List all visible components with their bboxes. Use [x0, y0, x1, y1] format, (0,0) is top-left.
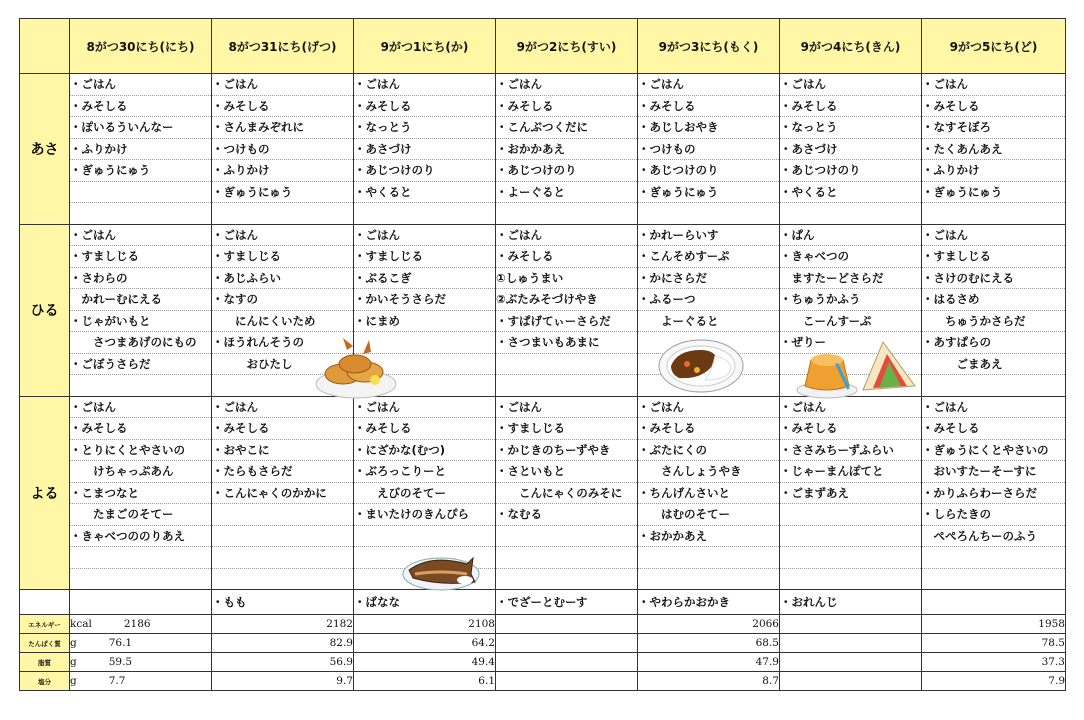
menu-item: ①しゅうまい — [496, 267, 638, 289]
grilled-fish-icon — [401, 548, 481, 592]
menu-item: ・なすの — [212, 289, 354, 311]
menu-item: ・すましじる — [354, 246, 496, 268]
nutrition-label: たんぱく質 — [20, 634, 70, 653]
menu-item: ・ぎゅうにゅう — [638, 181, 780, 203]
menu-item: ・たくあんあえ — [922, 138, 1066, 160]
menu-item: ・さけのむにえる — [922, 267, 1066, 289]
menu-item: ・やくると — [354, 181, 496, 203]
nutrition-number: 2186 — [123, 618, 151, 630]
menu-item — [70, 181, 212, 203]
menu-item: ちゅうかさらだ — [922, 310, 1066, 332]
nutrition-value — [496, 634, 638, 653]
menu-item: ・ごはん — [496, 74, 638, 96]
menu-item: ・こんそめすーぷ — [638, 246, 780, 268]
menu-item: ・とりにくとやさいの — [70, 439, 212, 461]
nutrition-value: 78.5 — [922, 634, 1066, 653]
menu-item — [212, 203, 354, 225]
menu-item: ・きゃべつののりあえ — [70, 525, 212, 547]
menu-item: ますたーどさらだ — [780, 267, 922, 289]
menu-item: かれーむにえる — [70, 289, 212, 311]
menu-item: ・にまめ — [354, 310, 496, 332]
nutrition-number: 7.7 — [108, 675, 126, 687]
menu-item: さんしょうやき — [638, 461, 780, 483]
menu-item: ・ごはん — [70, 224, 212, 246]
menu-item: にんにくいため — [212, 310, 354, 332]
menu-item — [638, 568, 780, 590]
menu-item: えびのそてー — [354, 482, 496, 504]
menu-item: ぺぺろんちーのふう — [922, 525, 1066, 547]
menu-item — [354, 203, 496, 225]
menu-item — [70, 375, 212, 397]
menu-item: ・みそしる — [496, 246, 638, 268]
nutrition-value — [780, 653, 922, 672]
menu-item: ・なっとう — [780, 117, 922, 139]
menu-item: ・ごはん — [922, 74, 1066, 96]
menu-item: ・なむる — [496, 504, 638, 526]
snack-item: ・おれんじ — [780, 590, 922, 615]
nutrition-unit: g — [70, 675, 77, 687]
menu-item: ・あじしおやき — [638, 117, 780, 139]
day-header: 9がつ5にち(ど) — [922, 19, 1066, 74]
menu-item: ・たらもさらだ — [212, 461, 354, 483]
menu-item — [70, 547, 212, 569]
menu-item: ・みそしる — [70, 95, 212, 117]
menu-item: ・みそしる — [780, 418, 922, 440]
menu-item: ・ごはん — [212, 396, 354, 418]
day-header: 9がつ4にち(きん) — [780, 19, 922, 74]
menu-item: よーぐると — [638, 310, 780, 332]
menu-item: ・さといもと — [496, 461, 638, 483]
menu-item — [212, 525, 354, 547]
menu-item: はむのそてー — [638, 504, 780, 526]
nutrition-label: 脂質 — [20, 653, 70, 672]
menu-item: ・ごはん — [354, 74, 496, 96]
nutrition-label: エネルギー — [20, 615, 70, 634]
menu-item — [496, 375, 638, 397]
menu-item: ・ぱん — [780, 224, 922, 246]
menu-item — [70, 568, 212, 590]
menu-item: ・さわらの — [70, 267, 212, 289]
menu-item: ・ごはん — [638, 74, 780, 96]
snack-item — [70, 590, 212, 615]
menu-item: ・まいたけのきんぴら — [354, 504, 496, 526]
menu-item: ・ごはん — [70, 396, 212, 418]
menu-item: ・かいそうさらだ — [354, 289, 496, 311]
menu-item: ・かれーらいす — [638, 224, 780, 246]
snack-item: ・やわらかおかき — [638, 590, 780, 615]
menu-item — [212, 504, 354, 526]
nutrition-unit: g — [70, 637, 77, 649]
menu-item: ・すぱげてぃーさらだ — [496, 310, 638, 332]
menu-item: こんにゃくのみそに — [496, 482, 638, 504]
menu-item: ・きゃべつの — [780, 246, 922, 268]
nutrition-label: 塩分 — [20, 672, 70, 691]
nutrition-value — [70, 653, 212, 672]
menu-item: ・ほうれんそうの — [212, 332, 354, 354]
menu-item: ・あじつけのり — [638, 160, 780, 182]
menu-item: ・ぎゅうにくとやさいの — [922, 439, 1066, 461]
menu-item: ・あさづけ — [780, 138, 922, 160]
menu-item: ・ぷるこぎ — [354, 267, 496, 289]
menu-item: ・かにさらだ — [638, 267, 780, 289]
nutrition-value: 2108 — [354, 615, 496, 634]
corner-cell — [20, 19, 70, 74]
menu-item: おいすたーそーすに — [922, 461, 1066, 483]
meal-label-hiru: ひる — [20, 224, 70, 396]
nutrition-value: 6.1 — [354, 672, 496, 691]
menu-item: ・さんまみぞれに — [212, 117, 354, 139]
menu-item: ・つけもの — [638, 138, 780, 160]
menu-item — [780, 547, 922, 569]
curry-rice-icon — [657, 336, 745, 394]
menu-item: ・みそしる — [496, 95, 638, 117]
menu-item: ・ごはん — [212, 74, 354, 96]
nutrition-value: 2066 — [638, 615, 780, 634]
meal-label-asa: あさ — [20, 74, 70, 225]
menu-item: ・みそしる — [922, 418, 1066, 440]
menu-item: ・ごぼうさらだ — [70, 353, 212, 375]
menu-item: ・みそしる — [354, 418, 496, 440]
menu-item: おひたし — [212, 353, 354, 375]
menu-item: ・ふりかけ — [70, 138, 212, 160]
nutrition-value — [496, 615, 638, 634]
nutrition-value — [780, 672, 922, 691]
nutrition-value: 82.9 — [212, 634, 354, 653]
menu-item: ・さつまいもあまに — [496, 332, 638, 354]
day-header: 9がつ3にち(もく) — [638, 19, 780, 74]
menu-item: ・ごはん — [496, 224, 638, 246]
menu-item — [496, 203, 638, 225]
menu-item: ・ぽいるういんなー — [70, 117, 212, 139]
snack-item: ・ばなな — [354, 590, 496, 615]
menu-item — [638, 547, 780, 569]
snack-item: ・もも — [212, 590, 354, 615]
nutrition-value: 49.4 — [354, 653, 496, 672]
menu-item: ごまあえ — [922, 353, 1066, 375]
nutrition-value — [70, 672, 212, 691]
menu-item: ・あじつけのり — [354, 160, 496, 182]
menu-item: ・ふるーつ — [638, 289, 780, 311]
menu-item: ・ごはん — [354, 396, 496, 418]
nutrition-unit: kcal — [70, 618, 92, 630]
menu-item — [780, 525, 922, 547]
menu-item — [70, 203, 212, 225]
menu-item: ・じゃがいもと — [70, 310, 212, 332]
menu-item: ・ぶろっこりーと — [354, 461, 496, 483]
menu-item: ・こんにゃくのかかに — [212, 482, 354, 504]
day-header: 9がつ1にち(か) — [354, 19, 496, 74]
menu-item: ・ぶたにくの — [638, 439, 780, 461]
menu-item — [638, 203, 780, 225]
menu-item: ・よーぐると — [496, 181, 638, 203]
day-header: 8がつ31にち(げつ) — [212, 19, 354, 74]
menu-item — [922, 375, 1066, 397]
menu-item: ・ごはん — [212, 224, 354, 246]
menu-item: ・あじつけのり — [780, 160, 922, 182]
menu-item: ・ごはん — [922, 396, 1066, 418]
menu-item: ・ごはん — [496, 396, 638, 418]
menu-item: ・ごはん — [354, 224, 496, 246]
nutrition-value — [70, 615, 212, 634]
menu-item: ・すましじる — [212, 246, 354, 268]
menu-item: ②ぶたみそづけやき — [496, 289, 638, 311]
menu-item: ・ぎゅうにゅう — [212, 181, 354, 203]
menu-item: ・ごはん — [780, 396, 922, 418]
menu-item: こーんすーぷ — [780, 310, 922, 332]
nutrition-value: 8.7 — [638, 672, 780, 691]
menu-item: ・はるさめ — [922, 289, 1066, 311]
nutrition-unit: g — [70, 656, 77, 668]
snack-label-cell — [20, 590, 70, 615]
menu-item: ・すましじる — [70, 246, 212, 268]
nutrition-value: 9.7 — [212, 672, 354, 691]
menu-item: ・ごまずあえ — [780, 482, 922, 504]
menu-item — [496, 353, 638, 375]
menu-item: ・みそしる — [212, 95, 354, 117]
menu-item: ・みそしる — [638, 95, 780, 117]
menu-item: ・しらたきの — [922, 504, 1066, 526]
menu-item: ・みそしる — [922, 95, 1066, 117]
menu-item: ・ごはん — [780, 74, 922, 96]
nutrition-value: 7.9 — [922, 672, 1066, 691]
menu-item: ・みそしる — [780, 95, 922, 117]
menu-item: ・すましじる — [496, 418, 638, 440]
day-header: 9がつ2にち(すい) — [496, 19, 638, 74]
day-header: 8がつ30にち(にち) — [70, 19, 212, 74]
menu-item — [496, 568, 638, 590]
menu-item: ・かりふらわーさらだ — [922, 482, 1066, 504]
menu-item: たまごのそてー — [70, 504, 212, 526]
fried-fish-icon — [313, 330, 399, 400]
menu-item: ・あさづけ — [354, 138, 496, 160]
menu-item: ・おやこに — [212, 439, 354, 461]
menu-item: ・おかかあえ — [496, 138, 638, 160]
menu-item: ・かじきのちーずやき — [496, 439, 638, 461]
menu-item: ・ごはん — [70, 74, 212, 96]
menu-item: ・ごはん — [922, 224, 1066, 246]
menu-item — [922, 547, 1066, 569]
menu-item: ・ふりかけ — [922, 160, 1066, 182]
menu-item: ・みそしる — [70, 418, 212, 440]
nutrition-value: 1958 — [922, 615, 1066, 634]
nutrition-value: 47.9 — [638, 653, 780, 672]
menu-item — [496, 525, 638, 547]
nutrition-value: 37.3 — [922, 653, 1066, 672]
menu-item — [922, 568, 1066, 590]
menu-item: ・おかかあえ — [638, 525, 780, 547]
menu-item: さつまあげのにもの — [70, 332, 212, 354]
menu-item: ・あすぱらの — [922, 332, 1066, 354]
nutrition-value: 68.5 — [638, 634, 780, 653]
menu-item: ・にざかな(むつ) — [354, 439, 496, 461]
menu-item: ・ささみちーずふらい — [780, 439, 922, 461]
menu-item: ・ぎゅうにゅう — [70, 160, 212, 182]
menu-item: けちゃっぷあん — [70, 461, 212, 483]
menu-item — [212, 568, 354, 590]
menu-item: ・ちんげんさいと — [638, 482, 780, 504]
nutrition-number: 59.5 — [108, 656, 133, 668]
nutrition-value — [70, 634, 212, 653]
menu-item: ・みそしる — [212, 418, 354, 440]
menu-item — [212, 547, 354, 569]
nutrition-value: 64.2 — [354, 634, 496, 653]
menu-item: ・ぎゅうにゅう — [922, 181, 1066, 203]
menu-item: ・なすそぼろ — [922, 117, 1066, 139]
menu-item — [780, 568, 922, 590]
menu-item: ・ぜりー — [780, 332, 922, 354]
nutrition-value — [496, 653, 638, 672]
menu-item — [354, 525, 496, 547]
menu-item: ・あじふらい — [212, 267, 354, 289]
menu-item — [780, 203, 922, 225]
menu-item: ・じゃーまんぽてと — [780, 461, 922, 483]
menu-item — [496, 547, 638, 569]
menu-item: ・なっとう — [354, 117, 496, 139]
menu-item: ・こまつなと — [70, 482, 212, 504]
menu-item — [780, 504, 922, 526]
nutrition-value — [780, 634, 922, 653]
nutrition-value: 56.9 — [212, 653, 354, 672]
menu-item — [922, 203, 1066, 225]
meal-label-yoru: よる — [20, 396, 70, 590]
menu-item: ・みそしる — [354, 95, 496, 117]
menu-item: ・ふりかけ — [212, 160, 354, 182]
snack-item — [922, 590, 1066, 615]
menu-item: ・やくると — [780, 181, 922, 203]
menu-item: ・こんぶつくだに — [496, 117, 638, 139]
menu-item: ・すましじる — [922, 246, 1066, 268]
jelly-sandwich-icon — [793, 328, 923, 402]
menu-item: ・あじつけのり — [496, 160, 638, 182]
menu-item: ・みそしる — [638, 418, 780, 440]
menu-item: ・つけもの — [212, 138, 354, 160]
nutrition-number: 76.1 — [108, 637, 133, 649]
nutrition-value — [780, 615, 922, 634]
nutrition-value: 2182 — [212, 615, 354, 634]
menu-item: ・ちゅうかふう — [780, 289, 922, 311]
nutrition-value — [496, 672, 638, 691]
menu-item: ・ごはん — [638, 396, 780, 418]
snack-item: ・でざーとむーす — [496, 590, 638, 615]
